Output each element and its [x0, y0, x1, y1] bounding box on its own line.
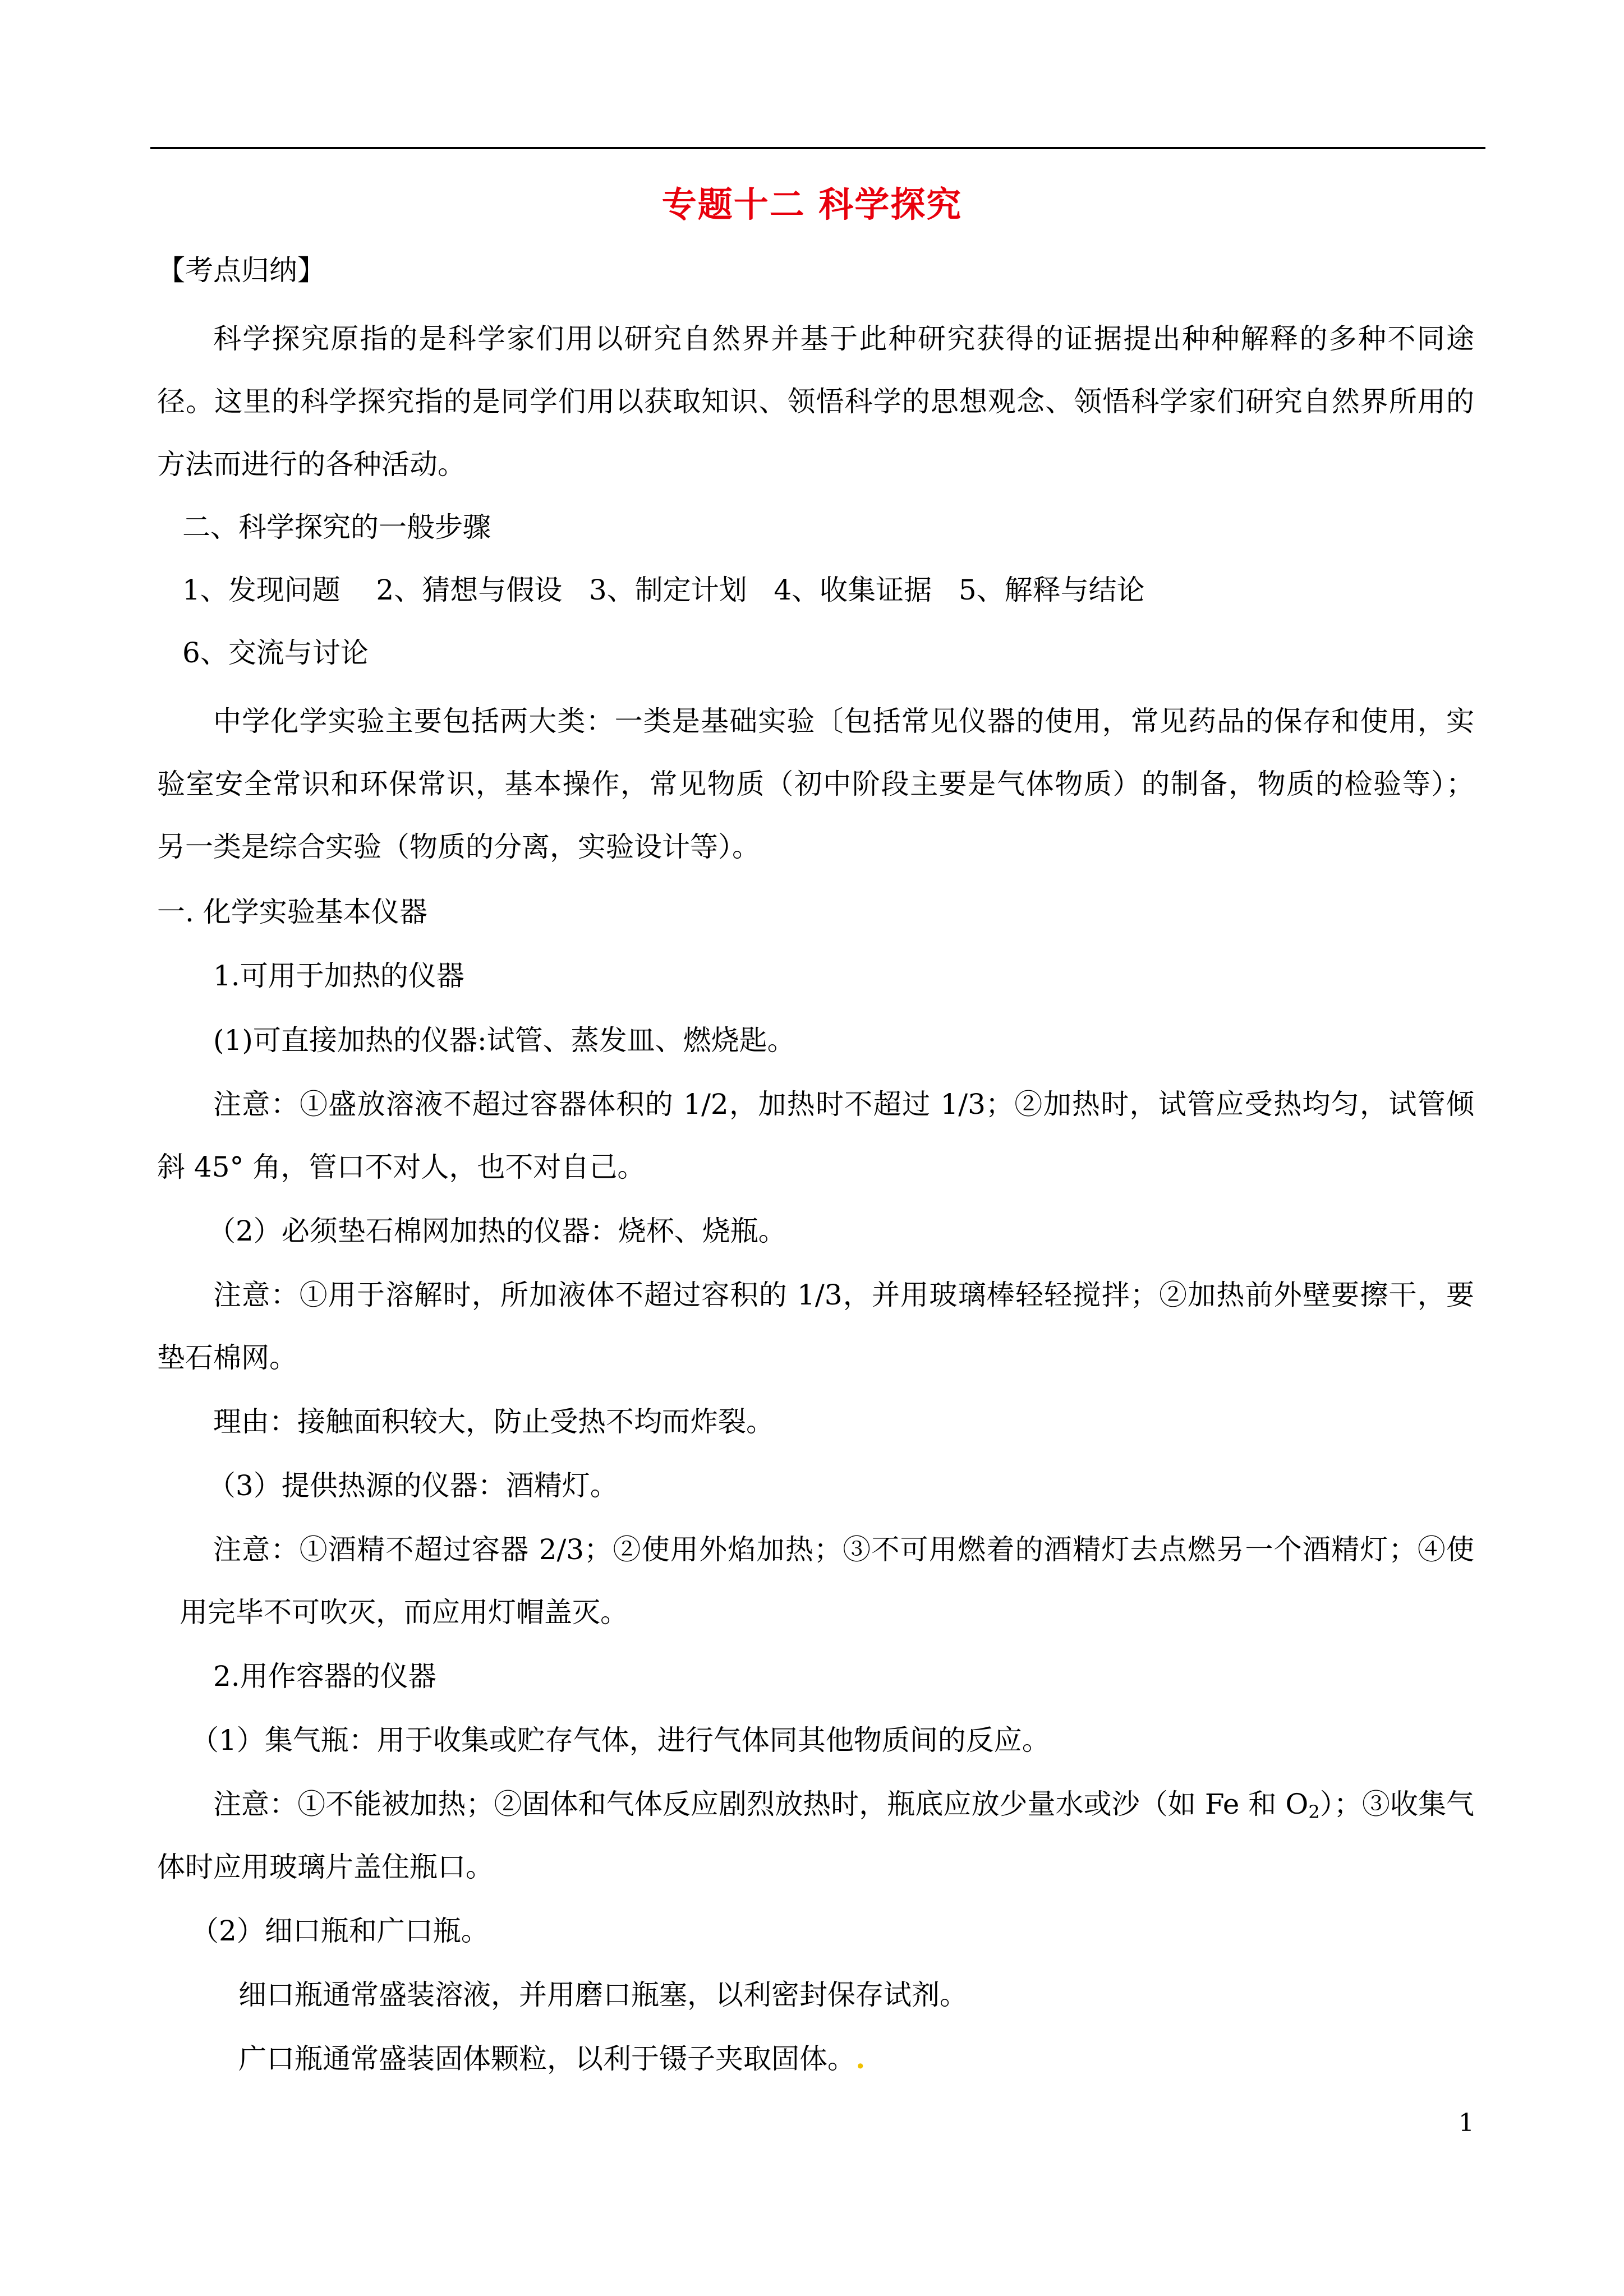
heat-source: （3）提供热源的仪器：酒精灯。 [208, 1469, 618, 1502]
header-rule [150, 147, 1485, 149]
direct-note-line-2: 斜 45° 角，管口不对人，也不对自己。 [157, 1151, 646, 1183]
gauze-reason: 理由：接触面积较大，防止受热不均而炸裂。 [213, 1405, 774, 1438]
steps-line-2: 6、交流与讨论 [182, 637, 369, 669]
bottles-heading: （2）细口瓶和广口瓶。 [191, 1915, 489, 1947]
chem-intro-line-2: 验室安全常识和环保常识，基本操作，常见物质（初中阶段主要是气体物质）的制备，物质的检验等）； [157, 768, 1474, 800]
steps-heading: 二、科学探究的一般步骤 [182, 511, 491, 543]
lamp-note-line-1: 注意：①酒精不超过容器 2/3；②使用外焰加热；③不可用燃着的酒精灯去点燃另一个酒精灯；④使 [213, 1533, 1474, 1566]
chem-intro-line-3: 另一类是综合实验（物质的分离，实验设计等）。 [157, 831, 760, 863]
section-heading: 【考点归纳】 [157, 254, 325, 287]
page-number: 1 [1459, 2109, 1474, 2137]
trailing-mark: . [855, 2042, 866, 2075]
steps-line-1: 1、发现问题 2、猜想与假设 3、制定计划 4、收集证据 5、解释与结论 [182, 574, 1145, 606]
gauze-note-line-2: 垫石棉网。 [157, 1341, 297, 1374]
gas-note-line-2: 体时应用玻璃片盖住瓶口。 [157, 1851, 494, 1883]
wide-bottle-line [238, 2042, 865, 2076]
heat-heading: 1.可用于加热的仪器 [213, 960, 464, 992]
gas-note-text-b: ）；③收集气 [1319, 1788, 1475, 1820]
gauze-note-line-1: 注意：①用于溶解时，所加液体不超过容积的 1/3，并用玻璃棒轻轻搅拌；②加热前外壁要擦干，要 [213, 1279, 1474, 1311]
gas-note-subscript: 2 [1308, 1801, 1320, 1823]
page-title: 专题十二 科学探究 [661, 184, 963, 225]
gas-note-line-1 [213, 1787, 1474, 1829]
direct-heat: (1)可直接加热的仪器:试管、蒸发皿、燃烧匙。 [213, 1024, 795, 1057]
chem-intro-line-1: 中学化学实验主要包括两大类：一类是基础实验〔包括常见仪器的使用，常见药品的保存和使用，实 [213, 705, 1474, 737]
intro-line-2: 径。这里的科学探究指的是同学们用以获取知识、领悟科学的思想观念、领悟科学家们研究自然界所用的 [157, 385, 1474, 418]
gauze-heat: （2）必须垫石棉网加热的仪器：烧杯、烧瓶。 [208, 1215, 786, 1247]
lamp-note-line-2: 用完毕不可吹灭，而应用灯帽盖灭。 [180, 1596, 628, 1629]
gas-note-text-a: 注意：①不能被加热；②固体和气体反应剧烈放热时，瓶底应放少量水或沙（如 Fe 和 O [213, 1788, 1309, 1820]
narrow-bottle: 细口瓶通常盛装溶液，并用磨口瓶塞，以利密封保存试剂。 [238, 1979, 968, 2011]
direct-note-line-1: 注意：①盛放溶液不超过容器体积的 1/2，加热时不超过 1/3；②加热时，试管应受热均匀，试管倾 [213, 1088, 1474, 1121]
gas-bottle: （1）集气瓶：用于收集或贮存气体，进行气体同其他物质间的反应。 [191, 1724, 1050, 1756]
part1-heading: 一. 化学实验基本仪器 [157, 896, 427, 928]
intro-line-1: 科学探究原指的是科学家们用以研究自然界并基于此种研究获得的证据提出种种解释的多种不同途 [213, 322, 1474, 355]
container-heading: 2.用作容器的仪器 [213, 1660, 436, 1693]
intro-line-3: 方法而进行的各种活动。 [157, 448, 466, 481]
wide-bottle: 广口瓶通常盛装固体颗粒，以利于镊子夹取固体。 [238, 2043, 855, 2075]
